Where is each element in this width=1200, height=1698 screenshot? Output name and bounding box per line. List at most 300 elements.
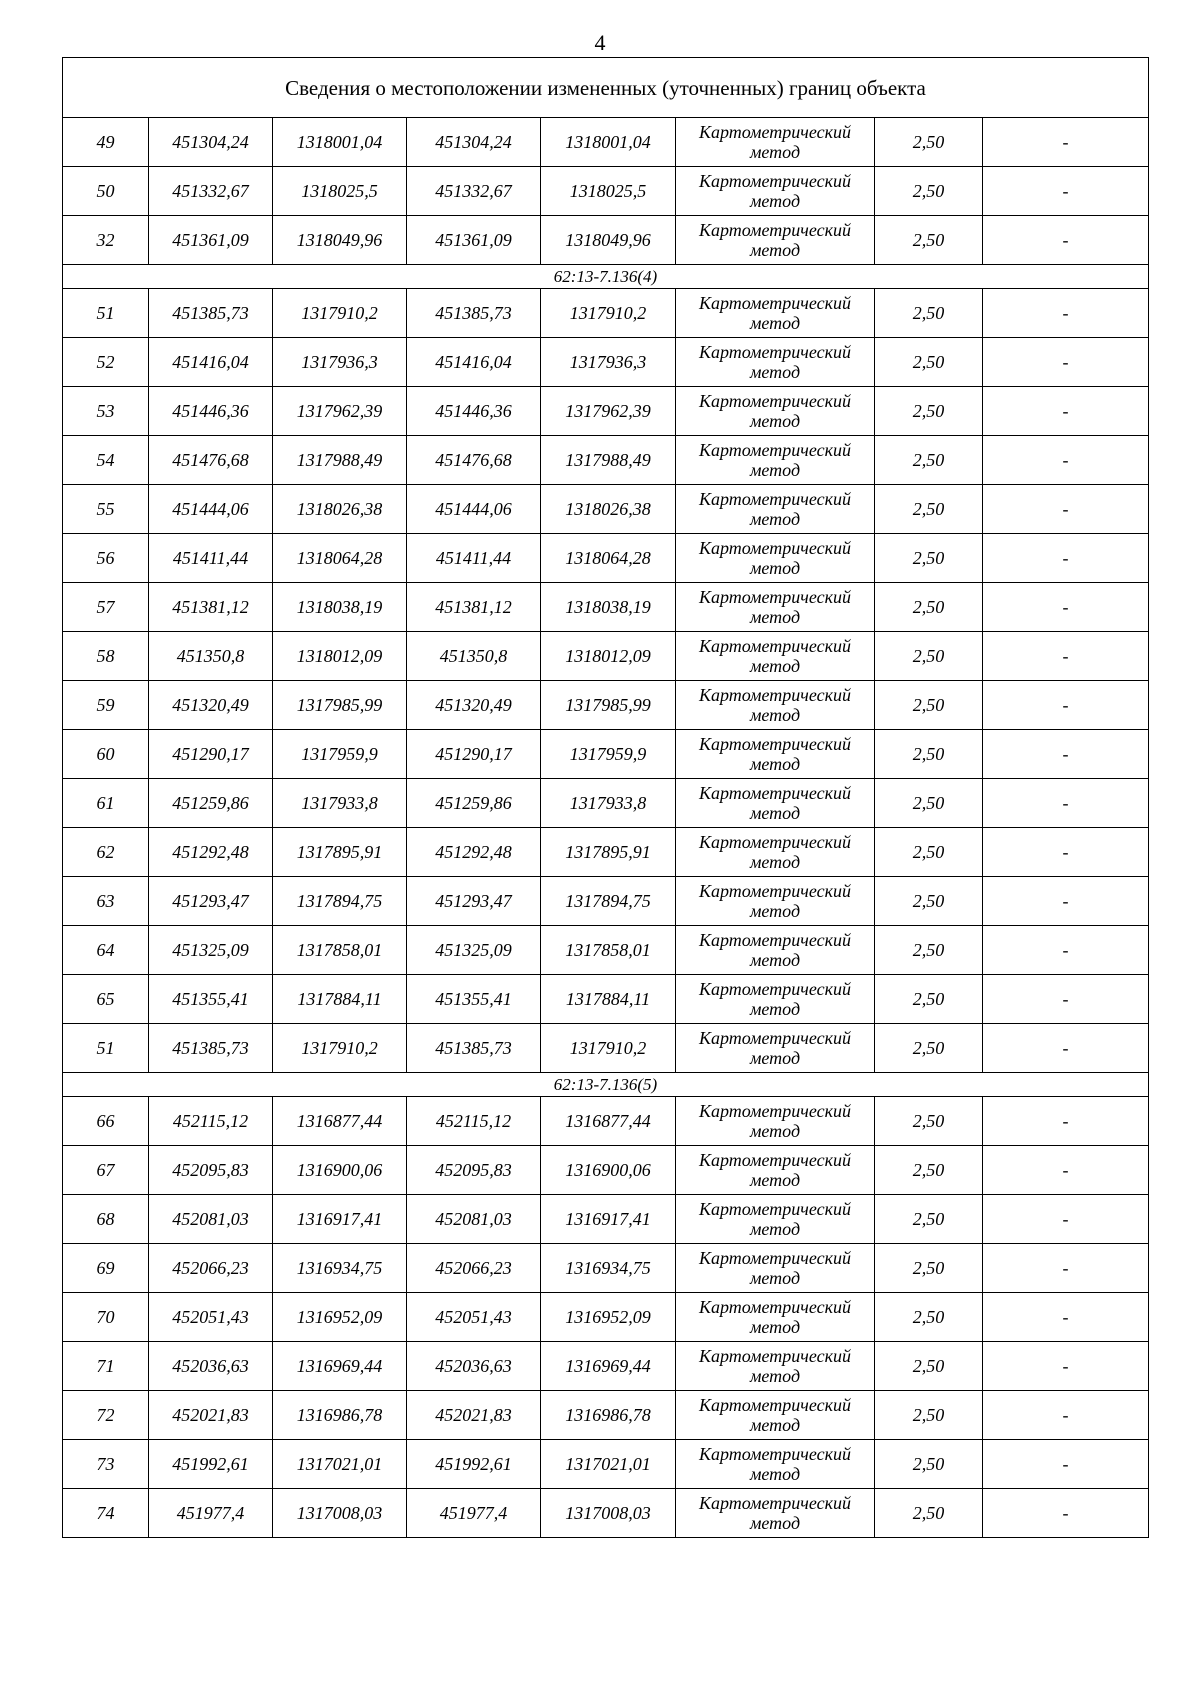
refined-y-cell: 1316986,78: [541, 1391, 676, 1440]
refined-x-cell: 451350,8: [407, 632, 541, 681]
existing-x-cell: 452051,43: [149, 1293, 273, 1342]
refined-x-cell: 451381,12: [407, 583, 541, 632]
refined-x-cell: 452081,03: [407, 1195, 541, 1244]
method-cell: [676, 1440, 875, 1489]
refined-x-cell: 451355,41: [407, 975, 541, 1024]
refined-y-cell: 1316900,06: [541, 1146, 676, 1195]
section-row: [63, 1073, 1149, 1097]
method-text: Картометрический: [698, 293, 851, 313]
existing-x-cell: 451385,73: [149, 289, 273, 338]
note-cell: -: [983, 167, 1149, 216]
accuracy-cell: 2,50: [875, 338, 983, 387]
accuracy-cell: 2,50: [875, 926, 983, 975]
note-cell: -: [983, 436, 1149, 485]
note-cell: -: [983, 926, 1149, 975]
method-cell: [676, 1244, 875, 1293]
note-cell: -: [983, 583, 1149, 632]
existing-y-cell: 1317910,2: [273, 289, 407, 338]
method-cell: [676, 1195, 875, 1244]
method-text: Картометрический: [698, 685, 851, 705]
method-text: Картометрический: [698, 1444, 851, 1464]
point-number-cell: 66: [63, 1097, 149, 1146]
accuracy-cell: 2,50: [875, 1244, 983, 1293]
method-cell: [676, 1391, 875, 1440]
accuracy-cell: 2,50: [875, 1097, 983, 1146]
refined-x-cell: 452066,23: [407, 1244, 541, 1293]
refined-y-cell: 1317988,49: [541, 436, 676, 485]
refined-y-cell: 1318026,38: [541, 485, 676, 534]
refined-x-cell: 452036,63: [407, 1342, 541, 1391]
table-row: [63, 730, 1149, 779]
accuracy-cell: 2,50: [875, 387, 983, 436]
existing-x-cell: 451476,68: [149, 436, 273, 485]
existing-y-cell: 1316952,09: [273, 1293, 407, 1342]
method-text: метод: [749, 1170, 801, 1190]
existing-y-cell: 1316934,75: [273, 1244, 407, 1293]
table-row: [63, 1293, 1149, 1342]
table-row: [63, 1195, 1149, 1244]
note-cell: -: [983, 730, 1149, 779]
method-text: Картометрический: [698, 1297, 851, 1317]
method-text: метод: [749, 142, 801, 162]
table-row: [63, 975, 1149, 1024]
refined-y-cell: 1318064,28: [541, 534, 676, 583]
existing-x-cell: 451259,86: [149, 779, 273, 828]
point-number-cell: 71: [63, 1342, 149, 1391]
table-row: [63, 1146, 1149, 1195]
refined-y-cell: 1316877,44: [541, 1097, 676, 1146]
table-row: [63, 1244, 1149, 1293]
method-text: метод: [749, 313, 801, 333]
method-text: метод: [749, 1366, 801, 1386]
existing-x-cell: 452021,83: [149, 1391, 273, 1440]
accuracy-cell: 2,50: [875, 877, 983, 926]
method-cell: [676, 289, 875, 338]
note-cell: -: [983, 877, 1149, 926]
note-cell: -: [983, 681, 1149, 730]
existing-x-cell: 451446,36: [149, 387, 273, 436]
accuracy-cell: 2,50: [875, 1146, 983, 1195]
refined-x-cell: 451325,09: [407, 926, 541, 975]
refined-y-cell: 1316934,75: [541, 1244, 676, 1293]
point-number-cell: 57: [63, 583, 149, 632]
table-row: [63, 779, 1149, 828]
method-text: Картометрический: [698, 342, 851, 362]
table-row: [63, 1391, 1149, 1440]
existing-y-cell: 1316900,06: [273, 1146, 407, 1195]
method-text: метод: [749, 754, 801, 774]
point-number-cell: 62: [63, 828, 149, 877]
note-cell: -: [983, 1097, 1149, 1146]
method-cell: [676, 828, 875, 877]
existing-x-cell: 452036,63: [149, 1342, 273, 1391]
existing-x-cell: 451292,48: [149, 828, 273, 877]
table-row: [63, 216, 1149, 265]
point-number-cell: 58: [63, 632, 149, 681]
existing-y-cell: 1317884,11: [273, 975, 407, 1024]
refined-x-cell: 452021,83: [407, 1391, 541, 1440]
refined-y-cell: 1317933,8: [541, 779, 676, 828]
method-text: Картометрический: [698, 489, 851, 509]
table-row: [63, 289, 1149, 338]
accuracy-cell: 2,50: [875, 1391, 983, 1440]
refined-y-cell: 1317895,91: [541, 828, 676, 877]
refined-x-cell: 451292,48: [407, 828, 541, 877]
table-title-row: [63, 58, 1149, 118]
note-cell: -: [983, 289, 1149, 338]
accuracy-cell: 2,50: [875, 730, 983, 779]
table-row: [63, 118, 1149, 167]
point-number-cell: 52: [63, 338, 149, 387]
refined-y-cell: 1318012,09: [541, 632, 676, 681]
table-row: [63, 534, 1149, 583]
accuracy-cell: 2,50: [875, 289, 983, 338]
table-row: [63, 681, 1149, 730]
method-text: метод: [749, 852, 801, 872]
method-text: метод: [749, 558, 801, 578]
existing-y-cell: 1317933,8: [273, 779, 407, 828]
table-row: [63, 828, 1149, 877]
refined-x-cell: 451476,68: [407, 436, 541, 485]
method-text: Картометрический: [698, 930, 851, 950]
point-number-cell: 51: [63, 289, 149, 338]
accuracy-cell: 2,50: [875, 1024, 983, 1073]
refined-y-cell: 1317910,2: [541, 1024, 676, 1073]
existing-y-cell: 1317858,01: [273, 926, 407, 975]
method-text: метод: [749, 1219, 801, 1239]
method-text: метод: [749, 950, 801, 970]
note-cell: -: [983, 632, 1149, 681]
existing-x-cell: 451293,47: [149, 877, 273, 926]
accuracy-cell: 2,50: [875, 485, 983, 534]
existing-x-cell: 451385,73: [149, 1024, 273, 1073]
refined-y-cell: 1317008,03: [541, 1489, 676, 1538]
accuracy-cell: 2,50: [875, 1440, 983, 1489]
existing-y-cell: 1317959,9: [273, 730, 407, 779]
method-text: Картометрический: [698, 587, 851, 607]
point-number-cell: 53: [63, 387, 149, 436]
note-cell: -: [983, 779, 1149, 828]
point-number-cell: 54: [63, 436, 149, 485]
method-text: Картометрический: [698, 1150, 851, 1170]
section-label: 62:13-7.136(5): [63, 1073, 1149, 1097]
refined-y-cell: 1317936,3: [541, 338, 676, 387]
point-number-cell: 56: [63, 534, 149, 583]
existing-x-cell: 451290,17: [149, 730, 273, 779]
method-text: Картометрический: [698, 636, 851, 656]
point-number-cell: 74: [63, 1489, 149, 1538]
method-cell: [676, 436, 875, 485]
accuracy-cell: 2,50: [875, 534, 983, 583]
note-cell: -: [983, 118, 1149, 167]
table-row: [63, 1097, 1149, 1146]
refined-y-cell: 1316969,44: [541, 1342, 676, 1391]
table-row: [63, 1024, 1149, 1073]
point-number-cell: 64: [63, 926, 149, 975]
method-text: Картометрический: [698, 122, 851, 142]
method-cell: [676, 485, 875, 534]
existing-y-cell: 1318049,96: [273, 216, 407, 265]
table-row: [63, 877, 1149, 926]
method-text: метод: [749, 901, 801, 921]
refined-x-cell: 451259,86: [407, 779, 541, 828]
method-text: Картометрический: [698, 1493, 851, 1513]
method-text: метод: [749, 509, 801, 529]
existing-y-cell: 1317910,2: [273, 1024, 407, 1073]
note-cell: -: [983, 1391, 1149, 1440]
existing-y-cell: 1317895,91: [273, 828, 407, 877]
method-text: Картометрический: [698, 734, 851, 754]
refined-y-cell: 1318025,5: [541, 167, 676, 216]
method-cell: [676, 926, 875, 975]
method-cell: [676, 975, 875, 1024]
table-title: Сведения о местоположении измененных (уточненных) границ объекта: [63, 58, 1149, 118]
existing-x-cell: 451381,12: [149, 583, 273, 632]
accuracy-cell: 2,50: [875, 975, 983, 1024]
method-cell: [676, 779, 875, 828]
existing-x-cell: 451332,67: [149, 167, 273, 216]
accuracy-cell: 2,50: [875, 583, 983, 632]
point-number-cell: 51: [63, 1024, 149, 1073]
method-text: Картометрический: [698, 881, 851, 901]
point-number-cell: 72: [63, 1391, 149, 1440]
existing-x-cell: 451355,41: [149, 975, 273, 1024]
method-cell: [676, 730, 875, 779]
existing-y-cell: 1317021,01: [273, 1440, 407, 1489]
refined-x-cell: 451320,49: [407, 681, 541, 730]
existing-x-cell: 451444,06: [149, 485, 273, 534]
accuracy-cell: 2,50: [875, 1293, 983, 1342]
existing-x-cell: 451304,24: [149, 118, 273, 167]
existing-y-cell: 1317985,99: [273, 681, 407, 730]
note-cell: -: [983, 534, 1149, 583]
refined-y-cell: 1316952,09: [541, 1293, 676, 1342]
refined-x-cell: 451304,24: [407, 118, 541, 167]
existing-y-cell: 1318038,19: [273, 583, 407, 632]
method-text: Картометрический: [698, 220, 851, 240]
refined-x-cell: 451446,36: [407, 387, 541, 436]
method-text: метод: [749, 460, 801, 480]
refined-y-cell: 1317985,99: [541, 681, 676, 730]
section-label: 62:13-7.136(4): [63, 265, 1149, 289]
existing-y-cell: 1318012,09: [273, 632, 407, 681]
method-text: Картометрический: [698, 1101, 851, 1121]
refined-y-cell: 1317894,75: [541, 877, 676, 926]
existing-y-cell: 1318025,5: [273, 167, 407, 216]
existing-x-cell: 451416,04: [149, 338, 273, 387]
method-text: метод: [749, 1317, 801, 1337]
refined-x-cell: 451411,44: [407, 534, 541, 583]
table-row: [63, 1440, 1149, 1489]
method-text: Картометрический: [698, 979, 851, 999]
accuracy-cell: 2,50: [875, 436, 983, 485]
table-row: [63, 436, 1149, 485]
table-row: [63, 926, 1149, 975]
method-cell: [676, 216, 875, 265]
method-text: Картометрический: [698, 1346, 851, 1366]
note-cell: -: [983, 338, 1149, 387]
method-cell: [676, 1293, 875, 1342]
refined-y-cell: 1318038,19: [541, 583, 676, 632]
method-cell: [676, 877, 875, 926]
method-text: метод: [749, 656, 801, 676]
existing-x-cell: 451361,09: [149, 216, 273, 265]
point-number-cell: 55: [63, 485, 149, 534]
existing-x-cell: 451977,4: [149, 1489, 273, 1538]
refined-y-cell: 1317021,01: [541, 1440, 676, 1489]
point-number-cell: 60: [63, 730, 149, 779]
method-cell: [676, 632, 875, 681]
existing-x-cell: 451992,61: [149, 1440, 273, 1489]
method-text: метод: [749, 1268, 801, 1288]
existing-y-cell: 1317894,75: [273, 877, 407, 926]
method-text: метод: [749, 411, 801, 431]
method-text: метод: [749, 191, 801, 211]
refined-x-cell: 451290,17: [407, 730, 541, 779]
point-number-cell: 32: [63, 216, 149, 265]
existing-y-cell: 1318064,28: [273, 534, 407, 583]
point-number-cell: 73: [63, 1440, 149, 1489]
existing-y-cell: 1317988,49: [273, 436, 407, 485]
accuracy-cell: 2,50: [875, 1342, 983, 1391]
existing-x-cell: 451411,44: [149, 534, 273, 583]
page-number: 4: [594, 30, 606, 55]
method-cell: [676, 118, 875, 167]
method-text: Картометрический: [698, 1199, 851, 1219]
point-number-cell: 59: [63, 681, 149, 730]
accuracy-cell: 2,50: [875, 167, 983, 216]
method-text: Картометрический: [698, 832, 851, 852]
method-cell: [676, 338, 875, 387]
existing-y-cell: 1317962,39: [273, 387, 407, 436]
method-text: метод: [749, 705, 801, 725]
existing-x-cell: 452115,12: [149, 1097, 273, 1146]
point-number-cell: 69: [63, 1244, 149, 1293]
point-number-cell: 49: [63, 118, 149, 167]
existing-y-cell: 1316917,41: [273, 1195, 407, 1244]
method-text: Картометрический: [698, 391, 851, 411]
note-cell: -: [983, 1342, 1149, 1391]
refined-x-cell: 452051,43: [407, 1293, 541, 1342]
method-text: Картометрический: [698, 783, 851, 803]
point-number-cell: 67: [63, 1146, 149, 1195]
refined-x-cell: 451385,73: [407, 1024, 541, 1073]
refined-x-cell: 451416,04: [407, 338, 541, 387]
existing-y-cell: 1317008,03: [273, 1489, 407, 1538]
note-cell: -: [983, 485, 1149, 534]
method-text: метод: [749, 362, 801, 382]
note-cell: -: [983, 1244, 1149, 1293]
method-text: метод: [749, 1464, 801, 1484]
method-text: метод: [749, 240, 801, 260]
method-text: метод: [749, 1048, 801, 1068]
table-row: [63, 387, 1149, 436]
refined-y-cell: 1317962,39: [541, 387, 676, 436]
refined-y-cell: 1318001,04: [541, 118, 676, 167]
method-text: Картометрический: [698, 440, 851, 460]
method-cell: [676, 1489, 875, 1538]
note-cell: -: [983, 1293, 1149, 1342]
refined-y-cell: 1317959,9: [541, 730, 676, 779]
refined-x-cell: 451444,06: [407, 485, 541, 534]
note-cell: -: [983, 1440, 1149, 1489]
note-cell: -: [983, 828, 1149, 877]
method-cell: [676, 1146, 875, 1195]
point-number-cell: 70: [63, 1293, 149, 1342]
method-cell: [676, 1024, 875, 1073]
accuracy-cell: 2,50: [875, 828, 983, 877]
existing-x-cell: 452066,23: [149, 1244, 273, 1293]
point-number-cell: 63: [63, 877, 149, 926]
method-cell: [676, 534, 875, 583]
point-number-cell: 65: [63, 975, 149, 1024]
refined-x-cell: 451332,67: [407, 167, 541, 216]
method-cell: [676, 387, 875, 436]
method-cell: [676, 681, 875, 730]
accuracy-cell: 2,50: [875, 216, 983, 265]
table-row: [63, 1342, 1149, 1391]
note-cell: -: [983, 387, 1149, 436]
existing-x-cell: 451320,49: [149, 681, 273, 730]
table-row: [63, 338, 1149, 387]
method-text: Картометрический: [698, 1248, 851, 1268]
refined-x-cell: 451361,09: [407, 216, 541, 265]
table-row: [63, 632, 1149, 681]
point-number-cell: 50: [63, 167, 149, 216]
table-row: [63, 167, 1149, 216]
existing-y-cell: 1317936,3: [273, 338, 407, 387]
accuracy-cell: 2,50: [875, 1489, 983, 1538]
note-cell: -: [983, 216, 1149, 265]
refined-x-cell: 451385,73: [407, 289, 541, 338]
note-cell: -: [983, 975, 1149, 1024]
existing-x-cell: 452095,83: [149, 1146, 273, 1195]
table-row: [63, 485, 1149, 534]
table-row: [63, 1489, 1149, 1538]
existing-y-cell: 1316969,44: [273, 1342, 407, 1391]
method-text: метод: [749, 999, 801, 1019]
boundary-coordinates-table: [62, 57, 1149, 1538]
method-cell: [676, 1097, 875, 1146]
point-number-cell: 68: [63, 1195, 149, 1244]
method-text: метод: [749, 803, 801, 823]
refined-y-cell: 1317910,2: [541, 289, 676, 338]
refined-y-cell: 1317884,11: [541, 975, 676, 1024]
method-cell: [676, 167, 875, 216]
existing-x-cell: 452081,03: [149, 1195, 273, 1244]
accuracy-cell: 2,50: [875, 779, 983, 828]
refined-x-cell: 451977,4: [407, 1489, 541, 1538]
refined-x-cell: 452095,83: [407, 1146, 541, 1195]
accuracy-cell: 2,50: [875, 681, 983, 730]
existing-y-cell: 1316877,44: [273, 1097, 407, 1146]
note-cell: -: [983, 1146, 1149, 1195]
refined-y-cell: 1317858,01: [541, 926, 676, 975]
method-cell: [676, 583, 875, 632]
note-cell: -: [983, 1489, 1149, 1538]
point-number-cell: 61: [63, 779, 149, 828]
note-cell: -: [983, 1195, 1149, 1244]
method-text: Картометрический: [698, 171, 851, 191]
accuracy-cell: 2,50: [875, 1195, 983, 1244]
method-text: метод: [749, 1121, 801, 1141]
table-row: [63, 583, 1149, 632]
refined-y-cell: 1316917,41: [541, 1195, 676, 1244]
method-text: метод: [749, 607, 801, 627]
accuracy-cell: 2,50: [875, 118, 983, 167]
refined-x-cell: 451992,61: [407, 1440, 541, 1489]
refined-x-cell: 452115,12: [407, 1097, 541, 1146]
